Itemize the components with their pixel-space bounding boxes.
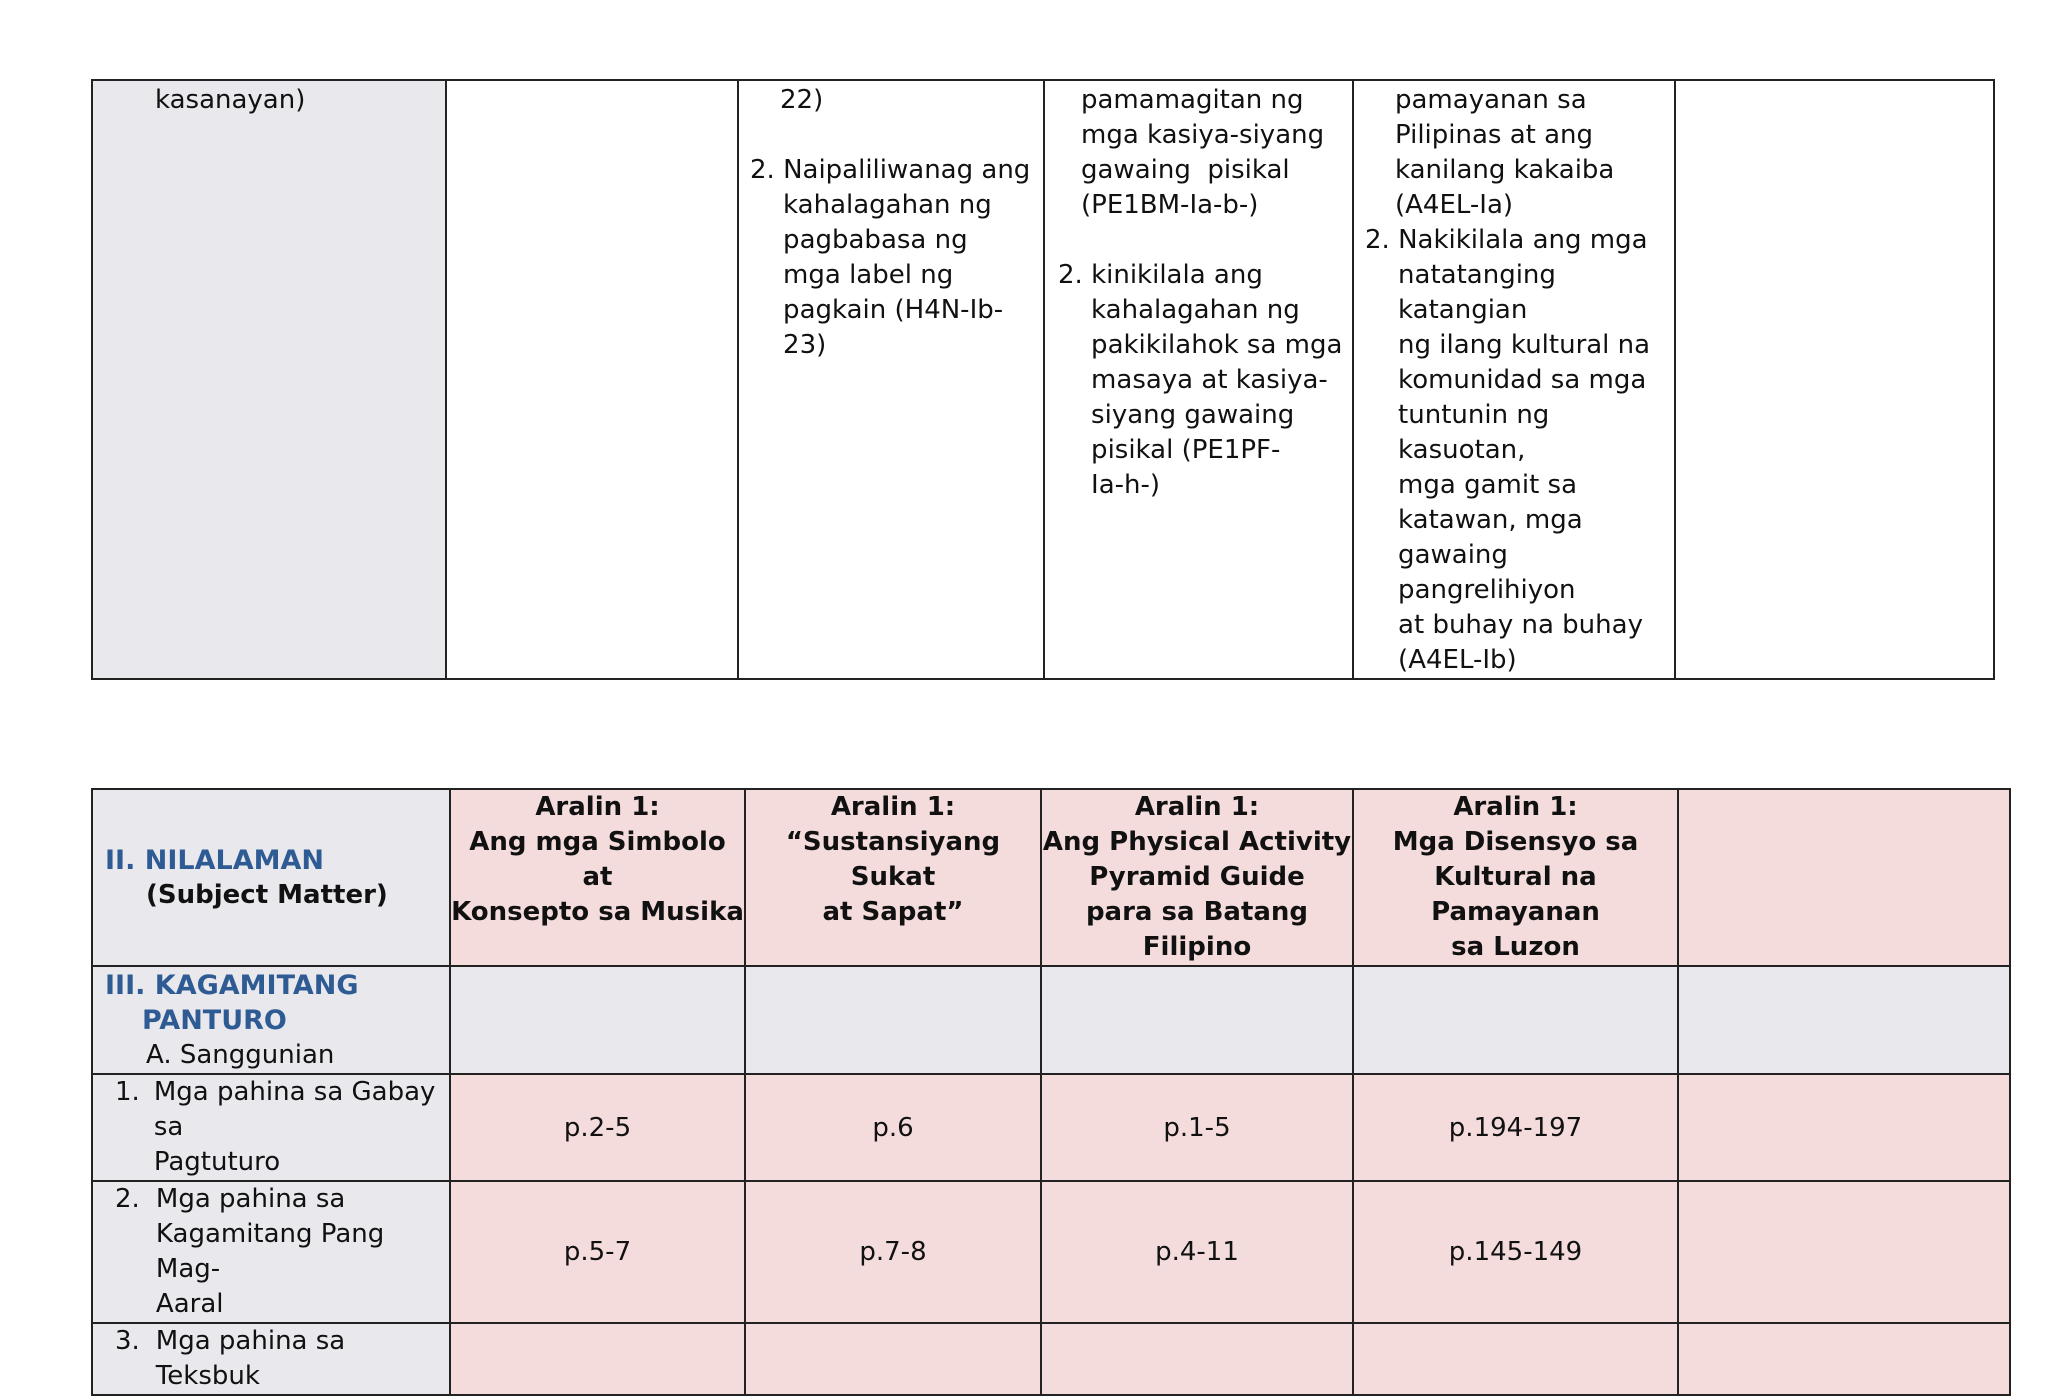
section-subtitle: (Subject Matter) <box>146 879 388 910</box>
nilalaman-row <box>92 789 2010 966</box>
text-line: siyang gawaing <box>1058 400 1295 430</box>
text-line: Ia-h-) <box>1058 470 1161 500</box>
row-label-cell <box>92 1074 450 1181</box>
empty-cell <box>446 80 738 679</box>
kagamitan-label-cell <box>92 966 450 1074</box>
lesson-number: Aralin 1: <box>830 792 956 822</box>
table-row <box>92 1074 2010 1181</box>
text-line: 2. Nakikilala ang mga <box>1365 225 1648 255</box>
row-label-line: Aaral <box>155 1289 224 1319</box>
table-row <box>92 1323 2010 1395</box>
page-ref-cell <box>1678 1181 2010 1323</box>
empty-cell <box>1678 789 2010 966</box>
page-ref-cell <box>1041 1323 1353 1395</box>
page-ref-cell <box>1678 1323 2010 1395</box>
objectives-table-continued <box>91 79 1995 680</box>
section-title: III. KAGAMITANG <box>105 970 359 1001</box>
text-line: Pilipinas at ang <box>1395 120 1594 150</box>
text-line: ng ilang kultural na <box>1365 330 1651 360</box>
page-ref-cell <box>1353 1323 1678 1395</box>
table-row <box>92 80 1994 679</box>
page-ref-cell: p.5-7 <box>450 1181 745 1323</box>
text-line: masaya at kasiya- <box>1058 365 1328 395</box>
lesson-title-line: sa Luzon <box>1451 932 1580 962</box>
row-number: 3. <box>115 1326 140 1356</box>
lesson-title-line: para sa Batang Filipino <box>1085 897 1309 962</box>
text-line: (A4EL-Ib) <box>1365 645 1517 675</box>
text-line: pamamagitan ng <box>1081 85 1304 115</box>
lesson-title-line: Mga Disensyo sa <box>1392 827 1639 857</box>
text-line: kasanayan) <box>155 85 306 115</box>
text-line: komunidad sa mga <box>1365 365 1647 395</box>
text-line: mga gamit sa <box>1365 470 1578 500</box>
row-label-line: Mga pahina sa <box>155 1184 346 1214</box>
page-ref-cell: p.6 <box>745 1074 1041 1181</box>
page-ref-cell <box>450 1323 745 1395</box>
lesson-title-line: Konsepto sa Musika <box>451 897 744 927</box>
page-ref-cell <box>1678 1074 2010 1181</box>
text-line: mga kasiya-siyang <box>1081 120 1325 150</box>
text-line: gawaing pisikal <box>1081 155 1290 185</box>
empty-cell <box>1041 966 1353 1074</box>
lesson-number: Aralin 1: <box>535 792 660 822</box>
page-ref-cell: p.4-11 <box>1041 1181 1353 1323</box>
lesson-title-line: at Sapat” <box>822 897 964 927</box>
text-line <box>1058 223 1352 258</box>
empty-cell <box>1675 80 1994 679</box>
lesson-title-line: “Sustansiyang Sukat <box>785 827 1001 892</box>
text-line: tuntunin ng <box>1365 400 1550 430</box>
kagamitan-row <box>92 966 2010 1074</box>
text-line: katangian <box>1365 295 1528 325</box>
row-label-line: Kagamitang Pang Mag- <box>155 1219 385 1284</box>
text-line: (PE1BM-Ia-b-) <box>1081 190 1259 220</box>
row-label-line: Mga pahina sa Teksbuk <box>155 1326 346 1391</box>
lesson-header-pe <box>1041 789 1353 966</box>
row-label-line: Mga pahina sa Gabay sa <box>153 1077 436 1142</box>
objective-label-cell <box>92 80 446 679</box>
page-ref-cell: p.1-5 <box>1041 1074 1353 1181</box>
text-line: kahalagahan ng <box>1058 295 1300 325</box>
lesson-title-line: Ang mga Simbolo at <box>469 827 726 892</box>
text-line: katawan, mga <box>1365 505 1583 535</box>
page-ref-cell: p.2-5 <box>450 1074 745 1181</box>
section-title: II. NILALAMAN <box>105 844 324 876</box>
page-ref-cell <box>745 1323 1041 1395</box>
text-line: natatanging <box>1365 260 1556 290</box>
empty-cell <box>745 966 1041 1074</box>
text-line: kanilang kakaiba <box>1395 155 1615 185</box>
text-line: 2. Naipaliliwanag ang <box>750 155 1031 185</box>
table-row <box>92 1181 2010 1323</box>
text-line: pakikilahok sa mga <box>1058 330 1343 360</box>
empty-cell <box>1678 966 2010 1074</box>
arts-objective-cell <box>1353 80 1675 679</box>
row-label-line: Pagtuturo <box>153 1147 281 1177</box>
lesson-title-line: Ang Physical Activity <box>1042 827 1352 857</box>
lesson-title-line: Pyramid Guide <box>1089 862 1305 892</box>
row-label-cell <box>92 1323 450 1395</box>
text-line: pisikal (PE1PF- <box>1058 435 1281 465</box>
row-number: 1. <box>115 1077 140 1107</box>
row-label-cell <box>92 1181 450 1323</box>
pe-objective-cell <box>1044 80 1353 679</box>
page-ref-cell: p.145-149 <box>1353 1181 1678 1323</box>
subsection-label: A. Sanggunian <box>146 1040 335 1070</box>
text-line: at buhay na buhay <box>1365 610 1643 640</box>
text-line: gawaing <box>1365 540 1508 570</box>
text-line: 23) <box>750 330 827 360</box>
text-line: 22) <box>780 85 824 115</box>
text-line: mga label ng <box>750 260 954 290</box>
page-ref-cell: p.194-197 <box>1353 1074 1678 1181</box>
lesson-title-line: Kultural na Pamayanan <box>1431 862 1600 927</box>
empty-cell <box>1353 966 1678 1074</box>
text-line: kasuotan, <box>1365 435 1526 465</box>
text-line: pangrelihiyon <box>1365 575 1576 605</box>
lesson-header-music <box>450 789 745 966</box>
text-line: (A4EL-Ia) <box>1395 190 1514 220</box>
row-number: 2. <box>115 1184 140 1214</box>
lesson-number: Aralin 1: <box>1134 792 1260 822</box>
lesson-number: Aralin 1: <box>1453 792 1578 822</box>
text-line: pagbabasa ng <box>750 225 968 255</box>
nilalaman-label-cell <box>92 789 450 966</box>
text-line <box>750 118 1043 153</box>
text-line: pagkain (H4N-Ib- <box>750 295 1004 325</box>
empty-cell <box>450 966 745 1074</box>
content-materials-table <box>91 788 2011 1396</box>
lesson-header-health <box>745 789 1041 966</box>
text-line: kahalagahan ng <box>750 190 992 220</box>
page-ref-cell: p.7-8 <box>745 1181 1041 1323</box>
lesson-header-arts <box>1353 789 1678 966</box>
text-line: 2. kinikilala ang <box>1058 260 1263 290</box>
text-line: pamayanan sa <box>1395 85 1587 115</box>
section-title-cont: PANTURO <box>142 1005 287 1036</box>
health-objective-cell <box>738 80 1044 679</box>
